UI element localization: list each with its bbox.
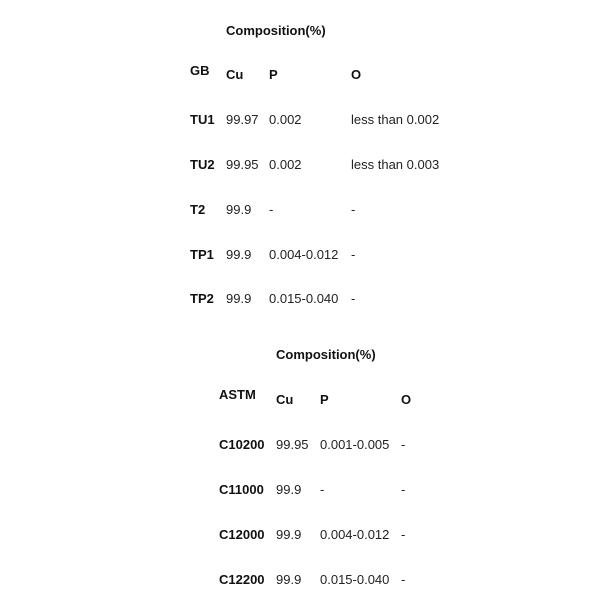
table-row [0, 482, 600, 498]
o-cell: - [351, 247, 356, 262]
p-cell: 0.001-0.005 [320, 437, 390, 452]
grade-cell: TU1 [190, 112, 215, 127]
p-cell: - [269, 202, 274, 217]
standard-header: GB [190, 63, 210, 78]
grade-cell: TP1 [190, 247, 214, 262]
p-cell: 0.002 [269, 157, 302, 172]
o-cell: - [351, 202, 356, 217]
cu-cell: 99.9 [276, 482, 302, 497]
header-row [0, 63, 600, 83]
column-header-p: P [269, 67, 278, 82]
o-cell: - [401, 527, 406, 542]
cu-cell: 99.95 [276, 437, 309, 452]
cu-cell: 99.9 [276, 572, 302, 587]
cu-cell: 99.9 [226, 247, 252, 262]
grade-cell: TU2 [190, 157, 215, 172]
grade-cell: C11000 [219, 482, 264, 497]
o-cell: less than 0.003 [351, 157, 440, 172]
grade-cell: T2 [190, 202, 206, 217]
table-row [0, 112, 600, 128]
p-cell: 0.004-0.012 [269, 247, 339, 262]
column-header-cu: Cu [226, 67, 244, 82]
table-row [0, 527, 600, 543]
column-header-o: O [351, 67, 362, 82]
standard-header: ASTM [219, 387, 256, 402]
cu-cell: 99.9 [226, 291, 252, 306]
cu-cell: 99.95 [226, 157, 259, 172]
cu-cell: 99.9 [276, 527, 302, 542]
grade-cell: C10200 [219, 437, 265, 452]
column-header-p: P [320, 392, 329, 407]
p-cell: - [320, 482, 325, 497]
table-row [0, 247, 600, 263]
p-cell: 0.002 [269, 112, 302, 127]
o-cell: - [351, 291, 356, 306]
table-title: Composition(%) [226, 23, 326, 38]
p-cell: 0.015-0.040 [269, 291, 339, 306]
cu-cell: 99.9 [226, 202, 252, 217]
grade-cell: C12000 [219, 527, 265, 542]
p-cell: 0.015-0.040 [320, 572, 390, 587]
table-row [0, 202, 600, 218]
o-cell: less than 0.002 [351, 112, 440, 127]
o-cell: - [401, 482, 406, 497]
o-cell: - [401, 572, 406, 587]
header-row [0, 387, 600, 408]
table-row [0, 572, 600, 588]
p-cell: 0.004-0.012 [320, 527, 390, 542]
column-header-cu: Cu [276, 392, 294, 407]
grade-cell: TP2 [190, 291, 214, 306]
o-cell: - [401, 437, 406, 452]
table-row [0, 157, 600, 173]
column-header-o: O [401, 392, 412, 407]
cu-cell: 99.97 [226, 112, 259, 127]
grade-cell: C12200 [219, 572, 265, 587]
table-row [0, 437, 600, 453]
table-row [0, 291, 600, 307]
table-title: Composition(%) [276, 347, 376, 362]
